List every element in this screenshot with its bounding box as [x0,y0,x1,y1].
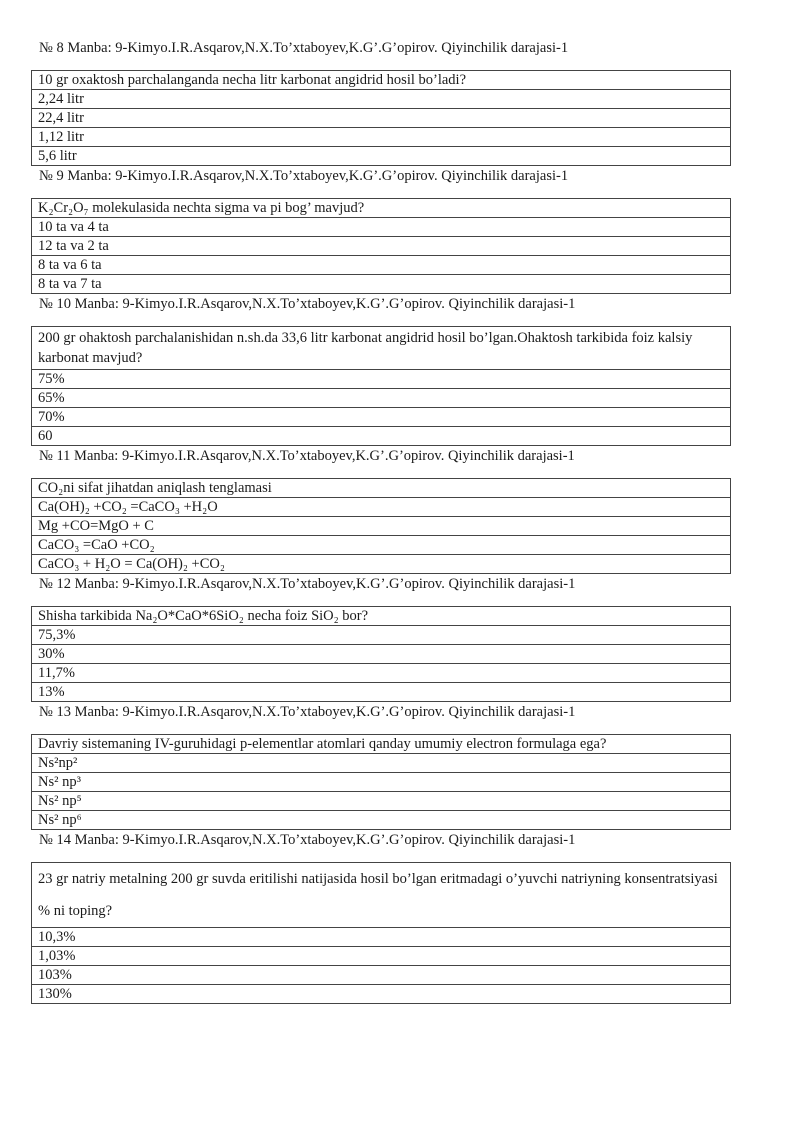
question-table [31,606,731,702]
question-text: 10 gr oxaktosh parchalanganda necha litr karbonat angidrid hosil bo’ladi? [32,71,731,90]
answer-option: Ns² np⁵ [32,792,731,811]
answer-option: 2,24 litr [32,90,731,109]
answer-option: 1,03% [32,947,731,966]
answer-option: 65% [32,389,731,408]
answer-option: 13% [32,683,731,702]
answer-option: 75% [32,370,731,389]
answer-option: 103% [32,966,731,985]
question-text: K₂Cr₂O₇ molekulasida nechta sigma va pi bog’ mavjud? [32,199,731,218]
answer-option: 10,3% [32,928,731,947]
answer-option: 11,7% [32,664,731,683]
question-text: Davriy sistemaning IV-guruhidagi p-elementlar atomlari qanday umumiy electron formulaga ega? [32,735,731,754]
answer-option: 8 ta va 7 ta [32,275,731,294]
answer-option: 60 [32,427,731,446]
question-header: № 13 Manba: 9-Kimyo.I.R.Asqarov,N.X.To’xtaboyev,K.G’.G’opirov. Qiyinchilik darajasi-1 [39,704,576,720]
question-text: CO₂ni sifat jihatdan aniqlash tenglamasi [32,479,731,498]
document-page [31,38,731,1004]
question-table [31,734,731,830]
question-text: 23 gr natriy metalning 200 gr suvda eritilishi natijasida hosil bo’lgan eritmadagi o’yuvchi natriyning konsentratsiyasi % ni toping? [32,863,731,928]
question-header: № 11 Manba: 9-Kimyo.I.R.Asqarov,N.X.To’xtaboyev,K.G’.G’opirov. Qiyinchilik darajasi-1 [39,448,575,464]
question-text: 200 gr ohaktosh parchalanishidan n.sh.da 33,6 litr karbonat angidrid hosil bo’lgan.Ohaktosh tarkibida foiz kalsiy karbonat mavjud? [32,327,731,370]
answer-option: 70% [32,408,731,427]
answer-option: 5,6 litr [32,147,731,166]
question-header: № 8 Manba: 9-Kimyo.I.R.Asqarov,N.X.To’xtaboyev,K.G’.G’opirov. Qiyinchilik darajasi-1 [39,40,569,56]
answer-option: Ns²np² [32,754,731,773]
question-header: № 14 Manba: 9-Kimyo.I.R.Asqarov,N.X.To’xtaboyev,K.G’.G’opirov. Qiyinchilik darajasi-1 [39,832,576,848]
question-header: № 12 Manba: 9-Kimyo.I.R.Asqarov,N.X.To’xtaboyev,K.G’.G’opirov. Qiyinchilik darajasi-1 [39,576,576,592]
answer-option: 75,3% [32,626,731,645]
answer-option: 22,4 litr [32,109,731,128]
question-table [31,862,731,1004]
question-header: № 10 Manba: 9-Kimyo.I.R.Asqarov,N.X.To’xtaboyev,K.G’.G’opirov. Qiyinchilik darajasi-1 [39,296,576,312]
answer-option: 12 ta va 2 ta [32,237,731,256]
answer-option: 130% [32,985,731,1004]
answer-option: Ns² np⁶ [32,811,731,830]
question-table [31,198,731,294]
question-header: № 9 Manba: 9-Kimyo.I.R.Asqarov,N.X.To’xtaboyev,K.G’.G’opirov. Qiyinchilik darajasi-1 [39,168,569,184]
answer-option: Mg +CO=MgO + C [32,517,731,536]
answer-option: Ns² np³ [32,773,731,792]
answer-option: CaCO₃ =CaO +CO₂ [32,536,731,555]
answer-option: 30% [32,645,731,664]
answer-option: 1,12 litr [32,128,731,147]
answer-option: Ca(OH)₂ +CO₂ =CaCO₃ +H₂O [32,498,731,517]
answer-option: 10 ta va 4 ta [32,218,731,237]
answer-option: 8 ta va 6 ta [32,256,731,275]
question-table [31,326,731,446]
answer-option: CaCO₃ + H₂O = Ca(OH)₂ +CO₂ [32,555,731,574]
question-table [31,478,731,574]
question-table [31,70,731,166]
question-text: Shisha tarkibida Na₂O*CaO*6SiO₂ necha foiz SiO₂ bor? [32,607,731,626]
